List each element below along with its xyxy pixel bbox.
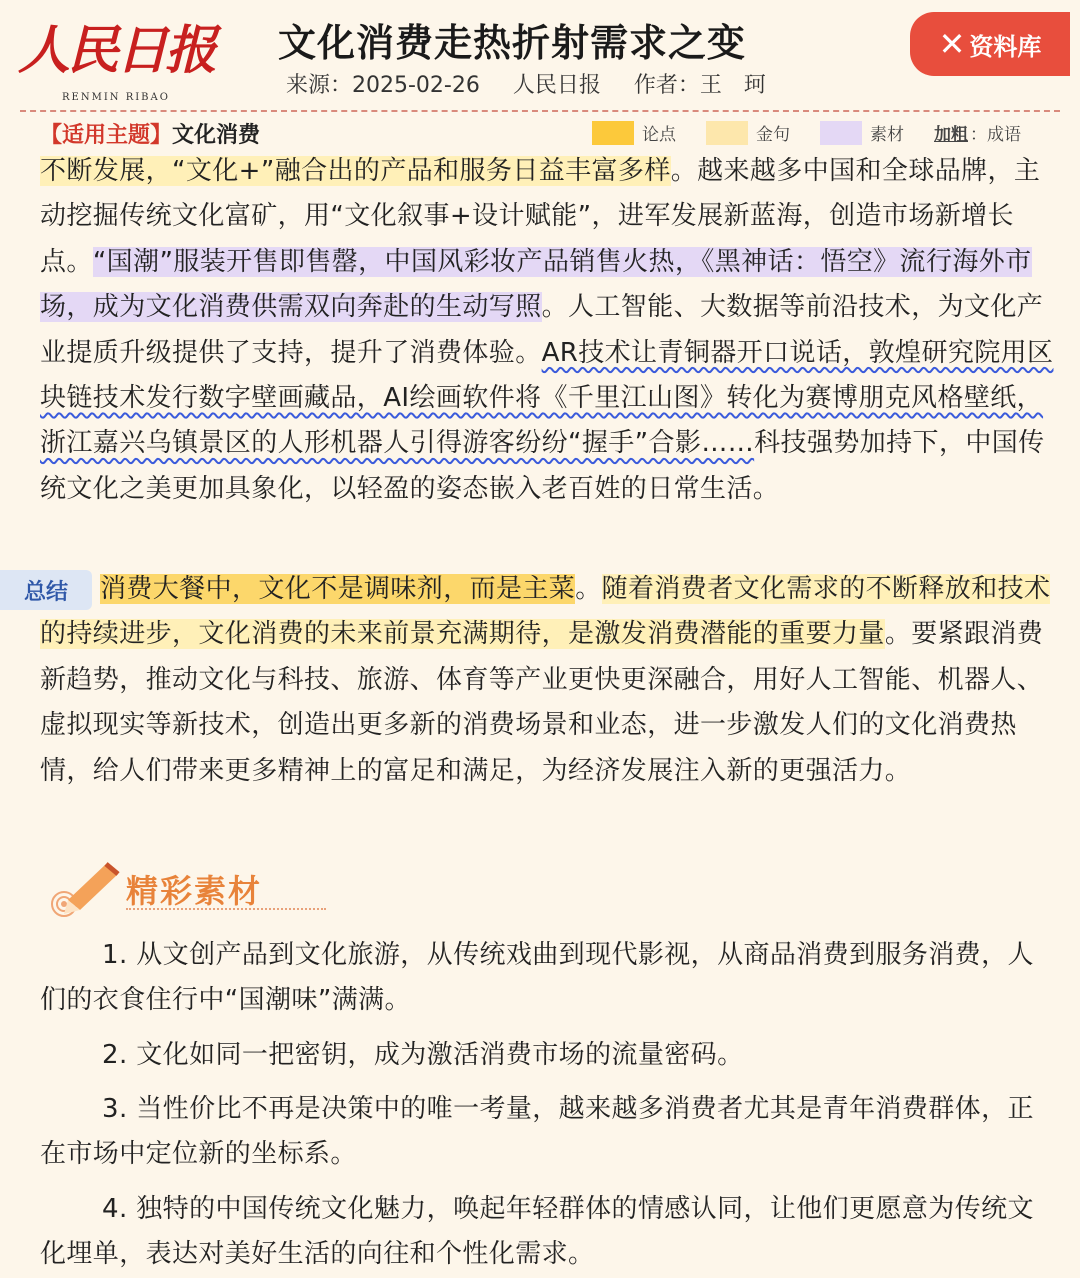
material-highlight: “国潮”服装开售即售罄，中国风彩妆产品销售火热，《黑神话：悟空》流行海外市场，成为文化消费供需双向奔赴的生动写照 [40,246,1032,323]
theme-label: 【适用主题】 [40,123,173,148]
body-text: 。越来越多中国和全球品牌，主动挖掘传统文化富矿，用“文化叙事+设计赋能”，进军发展新蓝海，创造市场新增长点。 [40,156,1041,277]
legend-swatch [592,121,634,145]
theme-value: 文化消费 [172,123,261,148]
article-title: 文化消费走热折射需求之变 [278,21,747,65]
legend-item-bold [934,120,1021,145]
legend-swatch [820,121,862,145]
renmin-ribao-logo [18,8,218,108]
legend-label: 金句 [756,125,790,145]
materials-title: 精彩素材 [126,872,263,910]
materials-title-underline [126,908,326,910]
material-item: 1. 从文创产品到文化旅游，从传统戏曲到现代影视，从商品消费到服务消费，人们的衣食住行中“国潮味”满满。 [40,940,1034,1016]
legend-bold-label: 加粗 [934,125,968,145]
ribbon-x-icon: ✕ [938,25,966,63]
article-source: 来源：2025-02-26 [286,73,480,98]
article-publisher: 人民日报 [512,73,601,98]
logo-subtitle: RENMIN RIBAO [62,92,170,103]
material-item: 4. 独特的中国传统文化魅力，唤起年轻群体的情感认同，让他们更愿意为传统文化埋单，表达对美好生活的向往和个性化需求。 [40,1194,1034,1270]
quote-highlight: 不断发展，“文化+”融合出的产品和服务日益丰富多样 [40,156,671,186]
legend-item-argument [592,120,676,145]
body-text: 科技强势加持下，中国传统文化之美更加具象化，以轻盈的姿态嵌入老百姓的日常生活。 [40,428,1045,504]
theme-legend-row [0,116,1080,148]
legend-label: 素材 [870,125,904,145]
body-text: 。要紧跟消费新趋势，推动文化与科技、旅游、体育等产业更快更深融合，用好人工智能、机器人、虚拟现实等新技术，创造出更多新的消费场景和业态，进一步激发人们的文化消费热情，给人们带来更多精神上的富足和满足，为经济发展注入新的更强活力。 [40,619,1044,786]
logo-text: 人民日报 [18,20,215,81]
argument-highlight: 消费大餐中，文化不是调味剂，而是主菜 [100,574,576,604]
summary-paragraph [40,567,1055,794]
body-text: 。人工智能、大数据等前沿技术，为文化产业提质升级提供了支持，提升了消费体验。 [40,292,1044,368]
materials-section-header [48,858,288,918]
header-divider [20,110,1060,112]
quote-highlight: 随着消费者文化需求的不断释放和技术的持续进步，文化消费的未来前景充满期待，是激发消费潜能的重要力量 [40,574,1051,650]
summary-tag: 总结 [0,570,92,610]
article-author: 作者：王 珂 [633,73,766,98]
wavy-underlined-text: AR技术让青铜器开口说话，敦煌研究院用区块链技术发行数字壁画藏品，AI绘画软件将《千里江山图》转化为赛博朋克风格壁纸，浙江嘉兴乌镇景区的人形机器人引得游客纷纷“握手”合影…… [40,337,1054,459]
pencil-icon [48,858,124,918]
legend-swatch [706,121,748,145]
material-item: 2. 文化如同一把密钥，成为激活消费市场的流量密码。 [102,1040,744,1070]
applicable-theme [40,118,260,149]
legend-item-quote [706,120,790,145]
legend-bold-suffix: ：成语 [970,125,1021,145]
highlight-legend [592,120,1051,145]
resource-library-button[interactable] [910,12,1070,76]
legend-label: 论点 [642,125,676,145]
legend-item-material [820,120,904,145]
body-text: 。 [575,574,602,604]
body-paragraph [40,149,1055,512]
resource-library-label: 资料库 [969,32,1042,61]
article-meta [286,68,792,99]
material-item: 3. 当性价比不再是决策中的唯一考量，越来越多消费者尤其是青年消费群体，正在市场中定位新的坐标系。 [40,1094,1034,1170]
article-header [0,0,1080,112]
